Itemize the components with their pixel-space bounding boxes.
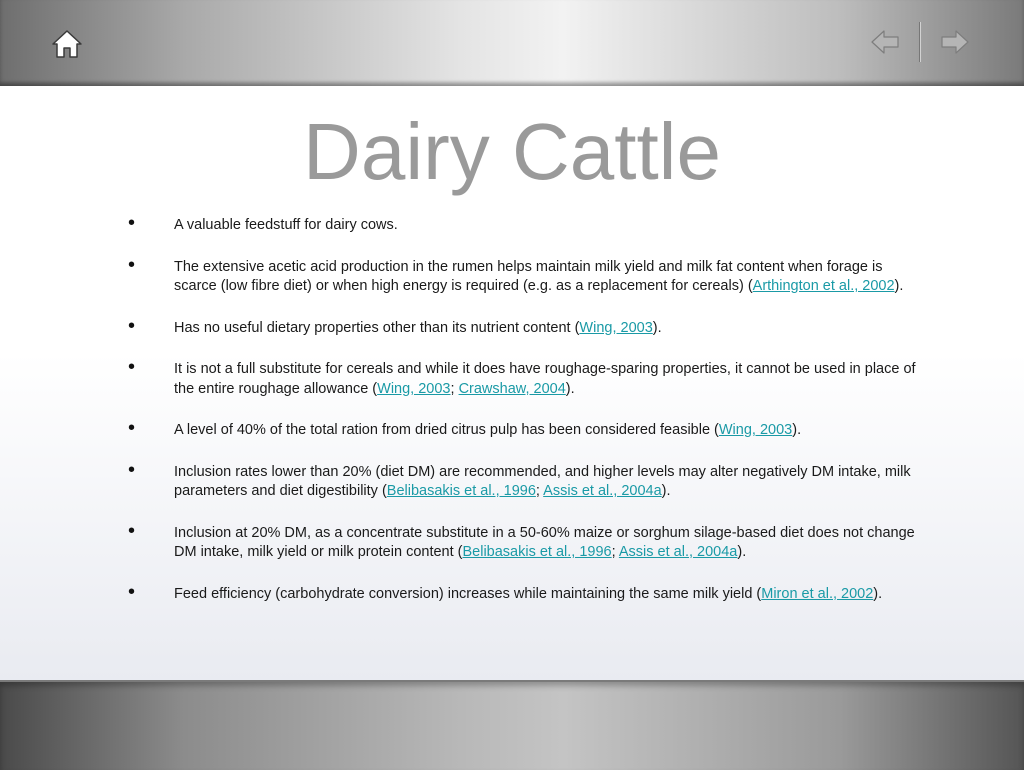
citation-link[interactable]: Wing, 2003 [579,319,653,336]
bullet-text: ). [894,278,904,294]
citation-link[interactable]: Miron et al., 2002 [761,585,874,602]
home-icon [50,28,84,60]
bullet-item [128,253,928,297]
slide-content [0,86,1024,680]
bullet-dot: • [128,580,136,603]
bullet-dot: • [128,417,136,439]
bullet-text: ). [737,544,747,560]
bullet-text: Inclusion at 20% DM, as a concentrate substitute in a 50-60% maize or sorghum silage-based diet does not change DM intake, milk yield or milk protein content ( [174,524,915,560]
bullet-item [128,417,928,441]
bullet-text: The extensive acetic acid production in the rumen helps maintain milk yield and milk fat content when forage is scarce (low fibre diet) or when high energy is required (e.g. as a replacement for cereals) ( [174,258,883,294]
bullet-text: Feed efficiency (carbohydrate conversion) increases while maintaining the same milk yield ( [174,585,762,602]
bullet-text: ; [450,380,459,397]
nav-separator [919,22,921,62]
bullet-text: It is not a full substitute for cereals and while it does have roughage-sparing properties, it cannot be used in place of the entire roughage allowance ( [174,361,916,397]
bullet-text: A valuable feedstuff for dairy cows. [174,217,398,233]
citation-link[interactable]: Belibasakis et al., 1996 [462,544,612,560]
slide-title: Dairy Cattle [303,107,721,196]
bullet-text: A level of 40% of the total ration from dried citrus pulp has been considered feasible ( [174,422,719,438]
bullet-text: Inclusion rates lower than 20% (diet DM) are recommended, and higher levels may alter negatively DM intake, milk parameters and diet digestibility ( [174,463,911,499]
bullet-item [128,356,928,399]
bullet-item [128,519,928,563]
bullet-text: ). [792,422,802,438]
next-slide-button[interactable] [940,28,970,56]
bullet-list [128,212,928,626]
bullet-dot: • [128,519,136,542]
citation-link[interactable]: Wing, 2003 [377,380,451,397]
bullet-text: ). [652,319,662,336]
bullet-text: ; [611,544,619,560]
bullet-dot: • [128,212,136,234]
citation-link[interactable]: Assis et al., 2004a [618,544,738,560]
bullet-text: ; [535,483,544,499]
citation-link[interactable]: Assis et al., 2004a [543,483,662,499]
bottom-bar [0,680,1024,770]
citation-link[interactable]: Belibasakis et al., 1996 [386,483,536,499]
citation-link[interactable]: Crawshaw, 2004 [458,380,566,397]
citation-link[interactable]: Wing, 2003 [718,422,793,438]
bullet-item [128,314,928,339]
bullet-dot: • [128,314,136,337]
arrow-left-icon [870,28,900,56]
top-toolbar [0,0,1024,87]
home-button[interactable] [50,28,84,60]
bullet-dot: • [128,253,136,276]
arrow-right-icon [940,28,970,56]
bullet-dot: • [128,458,136,481]
bullet-item [128,212,928,236]
bullet-item [128,458,928,502]
bullet-text: ). [565,380,575,397]
citation-link[interactable]: Arthington et al., 2002 [752,278,895,294]
previous-slide-button[interactable] [870,28,900,56]
bullet-text: ). [873,585,883,602]
bullet-dot: • [128,356,136,378]
bullet-item [128,580,928,605]
bullet-text: ). [661,483,671,499]
bullet-text: Has no useful dietary properties other than its nutrient content ( [174,319,580,336]
